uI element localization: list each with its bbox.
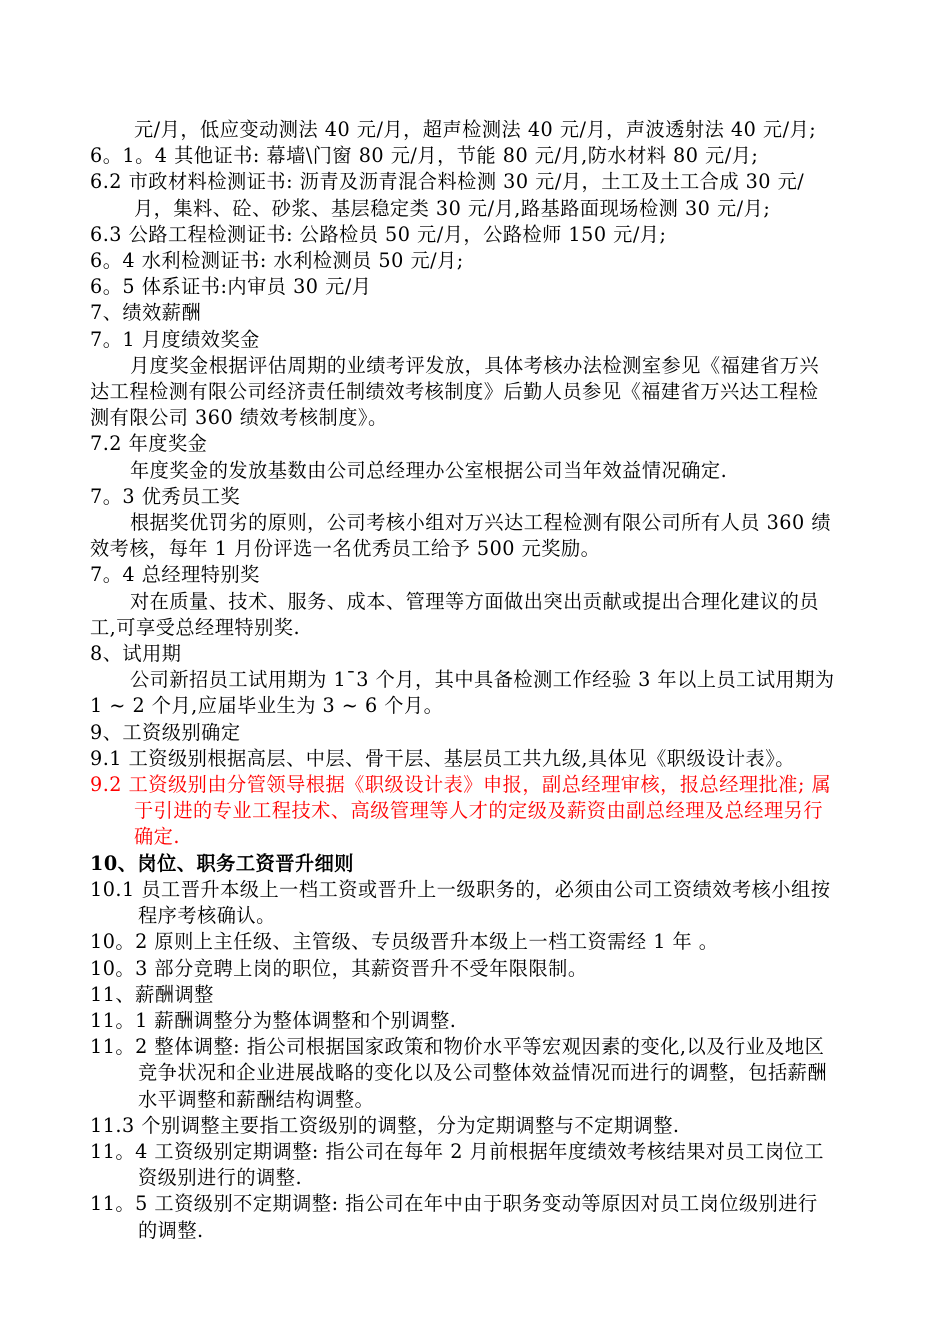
paragraph-6-5: 6。5 体系证书:内审员 30 元/月 bbox=[90, 275, 372, 299]
heading-7: 7、绩效薪酬 bbox=[90, 301, 202, 325]
paragraph-7-1-body: 月度奖金根据评估周期的业绩考评发放，具体考核办法检测室参见《福建省万兴达工程检测有限公司经济责任制绩效考核制度》后勤人员参见《福建省万兴达工程检测有限公司 360 绩效考核制度》。 bbox=[90, 353, 820, 430]
paragraph-7-3-body: 根据奖优罚劣的原则，公司考核小组对万兴达工程检测有限公司所有人员 360 绩效考核，每年 1 月份评选一名优秀员工给予 500 元奖励。 bbox=[90, 511, 832, 561]
heading-7-1: 7。1 月度绩效奖金 bbox=[90, 327, 260, 351]
heading-8: 8、试用期 bbox=[90, 642, 182, 666]
paragraph-11-4: 11。4 工资级别定期调整: 指公司在每年 2 月前根据年度绩效考核结果对员工岗位工资级别进行的调整. bbox=[90, 1139, 824, 1190]
paragraph-11-3: 11.3 个别调整主要指工资级别的调整，分为定期调整与不定期调整. bbox=[90, 1113, 680, 1137]
paragraph-6-3: 6.3 公路工程检测证书: 公路检员 50 元/月，公路检师 150 元/月; bbox=[90, 222, 667, 246]
heading-7-2: 7.2 年度奖金 bbox=[90, 432, 208, 456]
paragraph-11-5: 11。5 工资级别不定期调整: 指公司在年中由于职务变动等原因对员工岗位级别进行的调整. bbox=[90, 1192, 818, 1242]
paragraph-9-1: 9.1 工资级别根据高层、中层、骨干层、基层员工共九级,具体见《职级设计表》。 bbox=[90, 746, 795, 770]
paragraph-6-1-4: 6。1。4 其他证书: 幕墙\门窗 80 元/月，节能 80 元/月,防水材料 80 元/月; bbox=[90, 144, 759, 168]
paragraph-6-4: 6。4 水利检测证书: 水利检测员 50 元/月; bbox=[90, 249, 464, 273]
heading-11: 11、薪酬调整 bbox=[90, 982, 214, 1006]
heading-9: 9、工资级别确定 bbox=[90, 720, 241, 744]
paragraph-test-fees-continued: 元/月，低应变动测法 40 元/月，超声检测法 40 元/月，声波透射法 40 元/月; bbox=[134, 118, 817, 141]
paragraph-8-body: 公司新招员工试用期为 1¯3 个月，其中具备检测工作经验 3 年以上员工试用期为 1 ~ 2 个月,应届毕业生为 3 ~ 6 个月。 bbox=[90, 668, 835, 718]
paragraph-7-2-body: 年度奖金的发放基数由公司总经理办公室根据公司当年效益情况确定. bbox=[130, 458, 728, 482]
heading-10: 10、岗位、职务工资晋升细则 bbox=[90, 851, 354, 875]
paragraph-10-2: 10。2 原则上主任级、主管级、专员级晋升本级上一档工资需经 1 年 。 bbox=[90, 930, 719, 954]
paragraph-11-2: 11。2 整体调整: 指公司根据国家政策和物价水平等宏观因素的变化,以及行业及地区竞争状况和企业进展战略的变化以及公司整体效益情况而进行的调整，包括薪酬水平调整和薪酬结构调整。 bbox=[90, 1035, 828, 1111]
document-page bbox=[90, 117, 835, 1244]
paragraph-6-2: 6.2 市政材料检测证书: 沥青及沥青混合料检测 30 元/月，土工及土工合成 30 元/月，集料、砼、砂浆、基层稳定类 30 元/月,路基路面现场检测 30 元/月; bbox=[90, 170, 805, 220]
paragraph-9-2-highlighted: 9.2 工资级别由分管领导根据《职级设计表》申报，副总经理审核，报总经理批准; 属于引进的专业工程技术、高级管理等人才的定级及薪资由副总经理及总经理另行确定. bbox=[90, 773, 832, 849]
paragraph-10-3: 10。3 部分竞聘上岗的职位，其薪资晋升不受年限限制。 bbox=[90, 956, 588, 980]
heading-7-3: 7。3 优秀员工奖 bbox=[90, 484, 241, 508]
paragraph-7-4-body: 对在质量、技术、服务、成本、管理等方面做出突出贡献或提出合理化建议的员工,可享受总经理特别奖. bbox=[90, 589, 820, 639]
paragraph-10-1: 10.1 员工晋升本级上一档工资或晋升上一级职务的，必须由公司工资绩效考核小组按程序考核确认。 bbox=[90, 877, 831, 928]
paragraph-11-1: 11。1 薪酬调整分为整体调整和个别调整. bbox=[90, 1008, 457, 1032]
heading-7-4: 7。4 总经理特别奖 bbox=[90, 563, 260, 587]
